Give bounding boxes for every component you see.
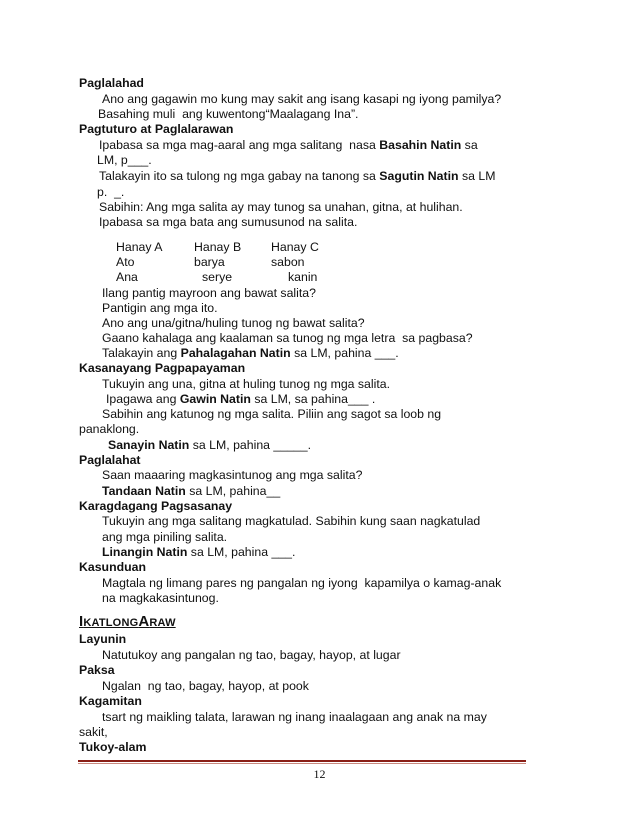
section-heading	[79, 76, 144, 91]
text-line	[98, 107, 358, 122]
column-header-c: Hanay C	[271, 240, 319, 254]
section-heading	[79, 740, 146, 755]
text-run: panaklong.	[79, 422, 140, 436]
text-run: na magkakasintunog.	[102, 591, 219, 605]
text-line	[102, 346, 399, 361]
text-line	[97, 153, 152, 168]
text-run: sa LM, pahina__	[185, 484, 281, 498]
section-heading	[79, 122, 233, 137]
text-line	[102, 377, 390, 392]
section-title-part: RAW	[149, 617, 176, 629]
text-line	[102, 286, 316, 301]
text-run: Magtala ng limang pares ng pangalan ng iyong kapamilya o kamag-anak	[102, 576, 502, 590]
text-line	[102, 591, 219, 606]
bold-text: Kasunduan	[79, 560, 146, 574]
text-run: Basahing muli ang kuwentong“Maalagang Ina”.	[98, 107, 359, 121]
text-run: p. _.	[97, 185, 125, 199]
bold-text: Layunin	[79, 632, 127, 646]
bold-text: Paksa	[79, 663, 115, 677]
page-number: 12	[313, 767, 326, 781]
text-run: Ilang pantig mayroon ang bawat salita?	[102, 286, 316, 300]
bold-text: Sagutin Natin	[379, 169, 459, 183]
footer-rule-thin	[78, 763, 526, 764]
text-run: sakit,	[79, 725, 108, 739]
text-line	[106, 392, 375, 407]
text-line	[102, 710, 487, 725]
text-line	[99, 169, 495, 184]
bold-text: Pagtuturo at Paglalarawan	[79, 122, 234, 136]
table-cell: barya	[194, 255, 225, 269]
text-line	[102, 514, 480, 529]
text-line	[102, 301, 218, 316]
text-run: LM, p___.	[97, 153, 152, 167]
section-title-part: A	[138, 613, 150, 630]
text-run: Ipabasa sa mga bata ang sumusunod na salita.	[99, 215, 358, 229]
text-run: Ipabasa sa mga mag-aaral ang mga salitang nasa	[99, 138, 380, 152]
text-run: Natutukoy ang pangalan ng tao, bagay, hayop, at lugar	[102, 648, 401, 662]
bold-text: Gawin Natin	[179, 392, 251, 406]
text-run: Sabihin ang katunog ng mga salita. Piliin ang sagot sa loob ng	[102, 407, 442, 421]
text-line	[102, 316, 365, 331]
table-cell: serye	[202, 270, 233, 284]
text-run: Ano ang gagawin mo kung may sakit ang isang kasapi ng iyong pamilya?	[102, 92, 502, 106]
text-run: Pantigin ang mga ito.	[102, 301, 218, 315]
text-line	[102, 468, 362, 483]
text-line	[99, 215, 357, 230]
text-line	[79, 725, 108, 740]
section-heading	[79, 694, 142, 709]
section-heading	[79, 361, 245, 376]
bold-text: Sanayin Natin	[108, 438, 190, 452]
text-run: sa LM, sa pahina___ .	[250, 392, 376, 406]
text-run: sa LM	[458, 169, 496, 183]
text-run: Sabihin: Ang mga salita ay may tunog sa unahan, gitna, at hulihan.	[99, 200, 463, 214]
text-run: Gaano kahalaga ang kaalaman sa tunog ng mga letra sa pagbasa?	[102, 331, 473, 345]
text-line	[102, 545, 295, 560]
text-line	[97, 185, 124, 200]
bold-text: Linangin Natin	[102, 545, 188, 559]
text-line	[99, 138, 478, 153]
section-heading	[79, 632, 126, 647]
bold-text: Kasanayang Pagpapayaman	[79, 361, 246, 375]
text-line	[102, 407, 441, 422]
bold-text: Paglalahat	[79, 453, 141, 467]
bold-text: Kagamitan	[79, 694, 142, 708]
bold-text: Basahin Natin	[379, 138, 462, 152]
bold-text: Karagdagang Pagsasanay	[79, 499, 233, 513]
text-line	[102, 92, 501, 107]
text-run: sa LM, pahina ___.	[290, 346, 399, 360]
text-run: Ano ang una/gitna/huling tunog ng bawat salita?	[102, 316, 365, 330]
footer-rule	[78, 760, 526, 762]
column-header-b: Hanay B	[194, 240, 242, 254]
text-run: sa LM, pahina _____.	[189, 438, 312, 452]
text-line	[99, 200, 463, 215]
text-line	[102, 648, 401, 663]
section-title-part: I	[79, 613, 84, 630]
column-header-a: Hanay A	[116, 240, 163, 254]
text-line	[108, 438, 311, 453]
text-line	[102, 484, 280, 499]
text-run: Talakayin ito sa tulong ng mga gabay na tanong sa	[99, 169, 380, 183]
text-run: Ipagawa ang	[106, 392, 180, 406]
bold-text: Pahalagahan Natin	[180, 346, 291, 360]
bold-text: Tukoy-alam	[79, 740, 147, 754]
section-heading	[79, 663, 115, 678]
section-title-ikatlong-araw	[79, 613, 176, 630]
text-run: sa LM, pahina ___.	[187, 545, 296, 559]
text-run: Talakayin ang	[102, 346, 181, 360]
table-cell: kanin	[288, 270, 318, 284]
section-heading	[79, 560, 146, 575]
text-line	[79, 422, 139, 437]
text-run: tsart ng maikling talata, larawan ng inang inaalagaan ang anak na may	[102, 710, 487, 724]
text-line	[102, 530, 227, 545]
text-run: ang mga piniling salita.	[102, 530, 228, 544]
table-cell: sabon	[271, 255, 305, 269]
text-run: Saan maaaring magkasintunog ang mga salita?	[102, 468, 363, 482]
text-run: Tukuyin ang mga salitang magkatulad. Sabihin kung saan nagkatulad	[102, 514, 481, 528]
section-heading	[79, 499, 232, 514]
table-cell: Ato	[116, 255, 135, 269]
text-run: Ngalan ng tao, bagay, hayop, at pook	[102, 679, 309, 693]
text-line	[102, 331, 473, 346]
section-title-part: KATLONG	[83, 617, 139, 629]
bold-text: Paglalahad	[79, 76, 144, 90]
text-line	[102, 679, 309, 694]
bold-text: Tandaan Natin	[102, 484, 186, 498]
table-cell: Ana	[116, 270, 138, 284]
text-run: sa	[461, 138, 478, 152]
text-line	[102, 576, 501, 591]
section-heading	[79, 453, 141, 468]
text-run: Tukuyin ang una, gitna at huling tunog ng mga salita.	[102, 377, 391, 391]
